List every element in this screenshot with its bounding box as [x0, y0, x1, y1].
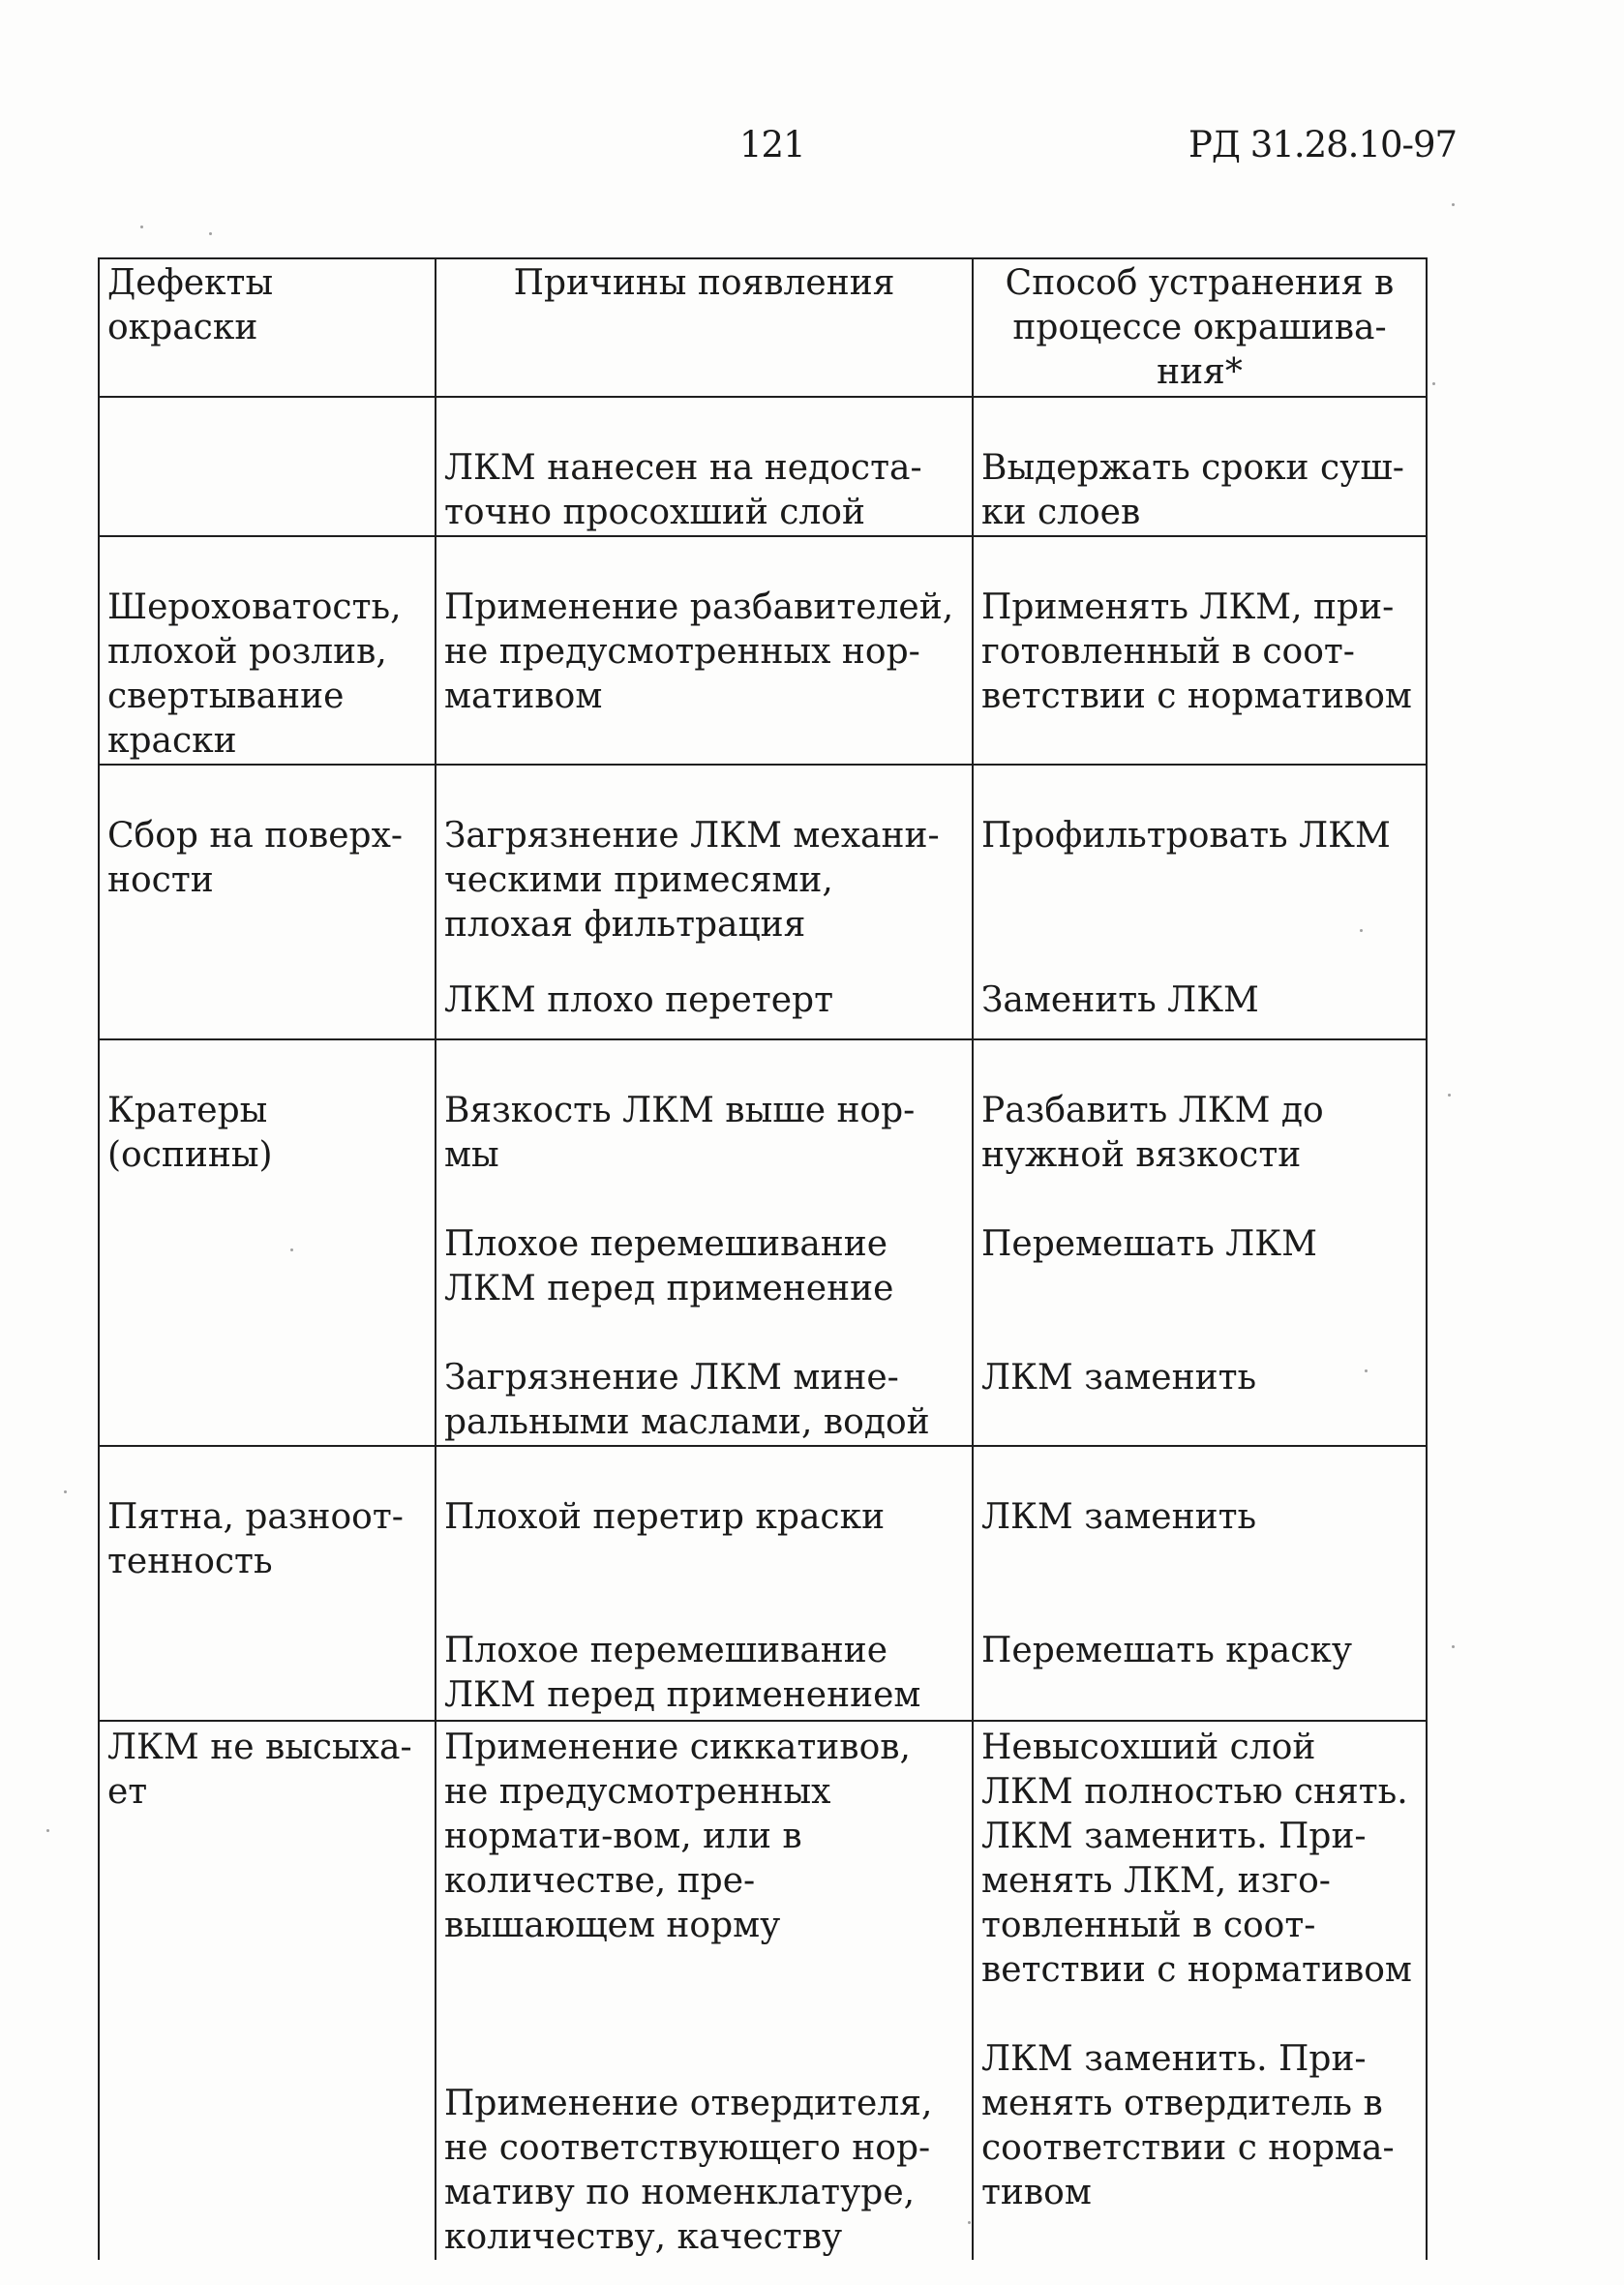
remedy-text: Разбавить ЛКМ до нужной вязкости — [981, 1091, 1324, 1175]
header-causes: Причины появления — [436, 258, 973, 397]
scan-speck — [1452, 1645, 1455, 1648]
causes-cell — [436, 536, 973, 765]
defect-cell: Шероховатость, плохой розлив, свертывание краски — [99, 536, 436, 765]
table-header-row — [99, 258, 1427, 397]
scan-speck — [46, 1829, 49, 1832]
defect-cell: ЛКМ не высыха-ет — [99, 1721, 436, 2260]
cause-text: Применение отвердителя, не соответствующего нор-мативу по номенклатуре, количеству, качеству — [444, 2084, 933, 2257]
remedy-text: Применять ЛКМ, при-готовленный в соот-ветствии с нормативом — [981, 587, 1412, 716]
defect-cell: Сбор на поверх-ности — [99, 765, 436, 1039]
cause-text: Загрязнение ЛКМ мине-ральными маслами, водой — [444, 1358, 930, 1442]
table-row — [99, 1721, 1427, 2260]
defect-cell: Кратеры (оспины) — [99, 1039, 436, 1446]
scan-speck — [1360, 929, 1363, 932]
scan-speck — [968, 2221, 971, 2224]
causes-cell — [436, 1039, 973, 1446]
header-defects: Дефекты окраски — [99, 258, 436, 397]
remedy-text: Перемешать краску — [981, 1631, 1353, 1670]
remedy-text: ЛКМ заменить — [981, 1358, 1257, 1398]
remedy-text: ЛКМ заменить. При-менять отвердитель в соответствии с норма-тивом — [981, 2039, 1395, 2212]
remedies-cell — [973, 397, 1427, 536]
table-row — [99, 1039, 1427, 1446]
scan-speck — [64, 1490, 67, 1493]
remedy-text: Перемешать ЛКМ — [981, 1224, 1318, 1264]
header-remedies: Способ устранения в процессе окрашива-ния* — [973, 258, 1427, 397]
causes-cell — [436, 1721, 973, 2260]
scan-speck — [1448, 1094, 1451, 1097]
table-row — [99, 397, 1427, 536]
remedy-text: Выдержать сроки суш-ки слоев — [981, 448, 1404, 532]
remedies-cell — [973, 765, 1427, 1039]
remedy-text: Заменить ЛКМ — [981, 980, 1259, 1020]
causes-cell — [436, 397, 973, 536]
defect-cell: Пятна, разноот-тенность — [99, 1446, 436, 1721]
cause-text: Плохое перемешивание ЛКМ перед применением — [444, 1631, 921, 1715]
scan-speck — [1365, 1369, 1368, 1372]
remedies-cell — [973, 1039, 1427, 1446]
table-row — [99, 765, 1427, 1039]
remedies-cell — [973, 1446, 1427, 1721]
defects-table — [98, 257, 1428, 2260]
table-row — [99, 1446, 1427, 1721]
scan-speck — [209, 232, 212, 235]
defect-cell — [99, 397, 436, 536]
scan-speck — [290, 1248, 293, 1251]
remedies-cell — [973, 536, 1427, 765]
table-row — [99, 536, 1427, 765]
cause-text: Вязкость ЛКМ выше нор-мы — [444, 1091, 916, 1175]
scan-speck — [140, 225, 143, 228]
cause-text: ЛКМ нанесен на недоста-точно просохший слой — [444, 448, 922, 532]
remedy-text: Профильтровать ЛКМ — [981, 816, 1391, 856]
remedies-cell — [973, 1721, 1427, 2260]
scan-speck — [1432, 382, 1435, 385]
causes-cell — [436, 1446, 973, 1721]
page-number: 121 — [739, 124, 805, 165]
cause-text: Применение сиккативов, не предусмотренных нормати-вом, или в количестве, пре-вышающем норму — [444, 1728, 911, 1945]
remedy-text: ЛКМ заменить — [981, 1497, 1257, 1537]
remedy-text: Невысохший слой ЛКМ полностью снять. ЛКМ заменить. При-менять ЛКМ, изго-товленный в соот-ветствии с нормативом — [981, 1728, 1412, 1990]
document-code: РД 31.28.10-97 — [1188, 124, 1458, 165]
causes-cell — [436, 765, 973, 1039]
cause-text: Загрязнение ЛКМ механи-ческими примесями, плохая фильтрация — [444, 816, 940, 945]
scan-speck — [1452, 203, 1455, 206]
cause-text: Плохой перетир краски — [444, 1497, 886, 1537]
cause-text: Плохое перемешивание ЛКМ перед применение — [444, 1224, 894, 1308]
cause-text: ЛКМ плохо перетерт — [444, 980, 833, 1020]
cause-text: Применение разбавителей, не предусмотренных нор-мативом — [444, 587, 954, 716]
